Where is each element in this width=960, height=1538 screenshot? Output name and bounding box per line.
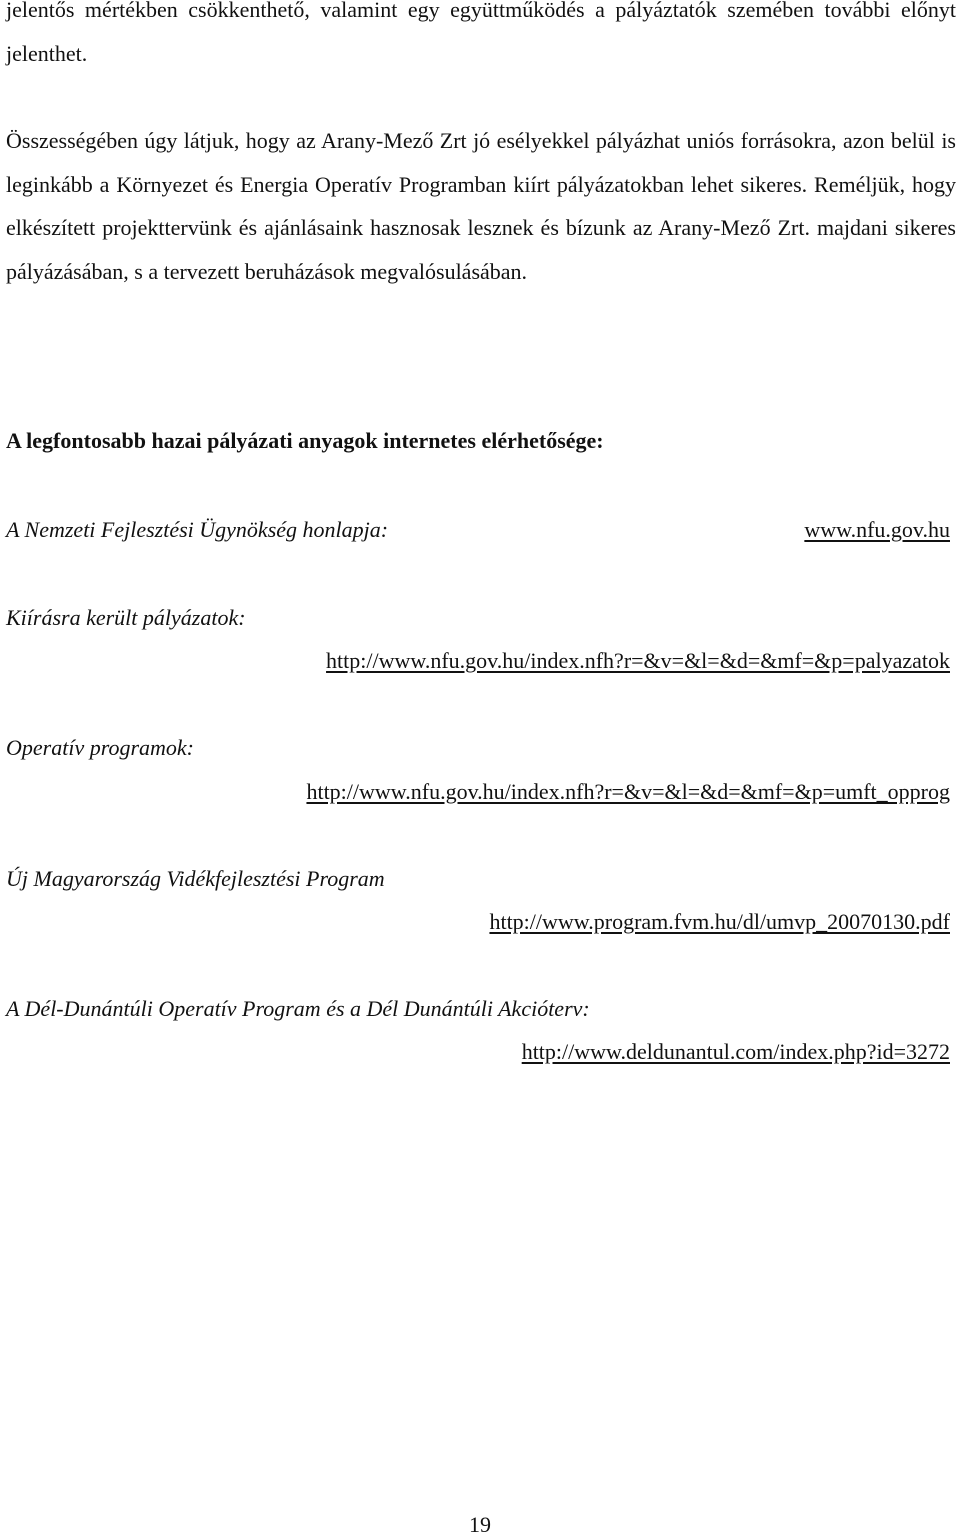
resource-link-palyazatok[interactable]: http://www.nfu.gov.hu/index.nfh?r=&v=&l=&d=&mf=&p=palyazatok <box>326 648 950 673</box>
resources-heading: A legfontosabb hazai pályázati anyagok internetes elérhetősége: <box>6 428 604 453</box>
resource-label-nfu: A Nemzeti Fejlesztési Ügynökség honlapja: <box>6 517 389 542</box>
page-number: 19 <box>469 1512 491 1537</box>
resource-link-umvp[interactable]: http://www.program.fvm.hu/dl/umvp_20070130.pdf <box>489 909 950 934</box>
resource-label-palyazatok: Kiírásra került pályázatok: <box>6 605 246 630</box>
resource-link-deldunantul[interactable]: http://www.deldunantul.com/index.php?id=3272 <box>521 1039 950 1064</box>
resource-label-umvp: Új Magyarország Vidékfejlesztési Program <box>6 866 385 891</box>
resource-label-opprog: Operatív programok: <box>6 735 194 760</box>
paragraph-intro: jelentős mértékben csökkenthető, valamint egy együttműködés a pályáztatók szemében további előnyt jelenthet. <box>6 0 956 66</box>
resource-label-deldunantul: A Dél-Dunántúli Operatív Program és a Dél Dunántúli Akcióterv: <box>6 996 590 1021</box>
paragraph-summary: Összességében úgy látjuk, hogy az Arany-Mező Zrt jó esélyekkel pályázhat uniós forrásokra, azon belül is leginkább a Környezet és Energia Operatív Programban kiírt pályázatokban lehet sikeres. Reméljük, hogy elkészített projekttervünk és ajánlásaink hasznosak lesznek és bízunk az Arany-Mező Zrt. majdani sikeres pályázásában, s a tervezett beruházások megvalósulásában. <box>6 128 956 284</box>
resource-link-opprog[interactable]: http://www.nfu.gov.hu/index.nfh?r=&v=&l=&d=&mf=&p=umft_opprog <box>306 779 950 804</box>
resource-link-nfu[interactable]: www.nfu.gov.hu <box>804 517 950 542</box>
